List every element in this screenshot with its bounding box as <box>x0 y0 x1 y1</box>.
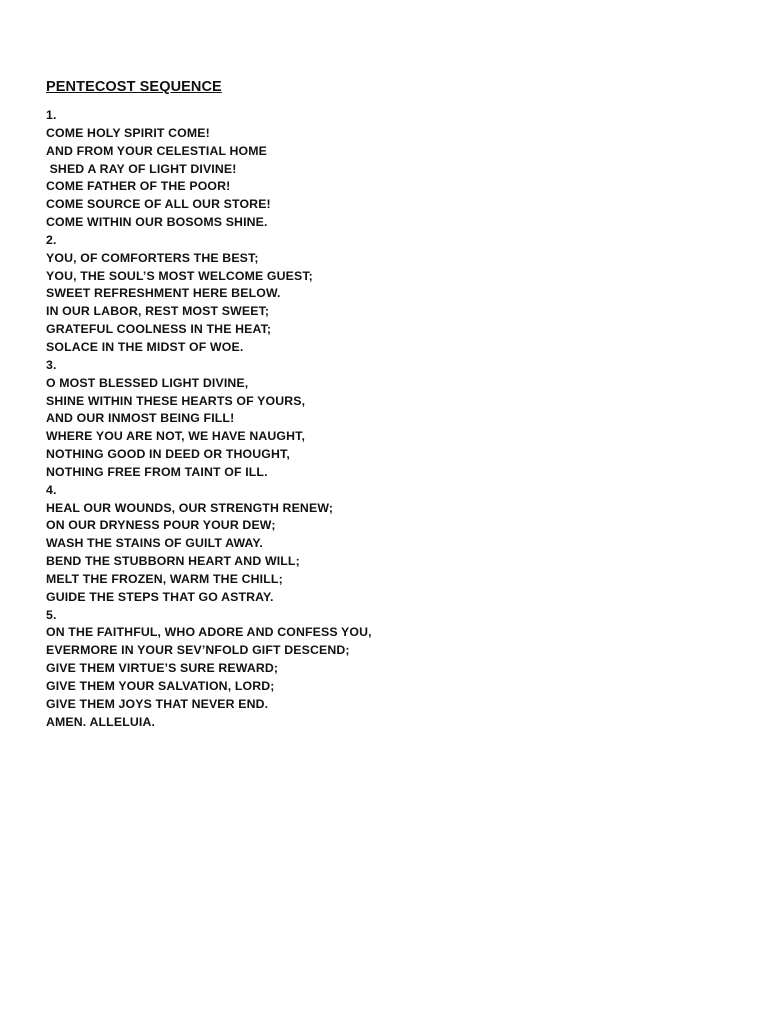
verse-line: COME FATHER OF THE POOR! <box>46 179 231 194</box>
verse-number: 3. <box>46 357 57 372</box>
verse-line: SHINE WITHIN THESE HEARTS OF YOURS, <box>46 393 306 408</box>
verse-line: COME SOURCE OF ALL OUR STORE! <box>46 197 271 212</box>
verse-line: GIVE THEM YOUR SALVATION, LORD; <box>46 679 275 693</box>
verse-line: SHED A RAY OF LIGHT DIVINE! <box>46 161 237 176</box>
verse-2 <box>46 232 726 357</box>
verse-line: YOU, THE SOUL’S MOST WELCOME GUEST; <box>46 268 313 283</box>
verse-line: IN OUR LABOR, REST MOST SWEET; <box>46 304 270 319</box>
verse-5 <box>46 607 726 732</box>
document-title: PENTECOST SEQUENCE <box>46 79 222 95</box>
verse-line: GIVE THEM VIRTUE’S SURE REWARD; <box>46 661 279 676</box>
verse-1 <box>46 107 726 232</box>
verse-line: GRATEFUL COOLNESS IN THE HEAT; <box>46 322 272 337</box>
verse-line: ON THE FAITHFUL, WHO ADORE AND CONFESS YOU, <box>46 625 372 640</box>
verse-line: COME WITHIN OUR BOSOMS SHINE. <box>46 215 268 230</box>
verse-line: SOLACE IN THE MIDST OF WOE. <box>46 339 244 354</box>
verse-number: 1. <box>46 108 57 122</box>
verse-number: 2. <box>46 232 57 247</box>
verse-line: MELT THE FROZEN, WARM THE CHILL; <box>46 571 283 586</box>
verse-line: HEAL OUR WOUNDS, OUR STRENGTH RENEW; <box>46 500 334 515</box>
verse-line: ON OUR DRYNESS POUR YOUR DEW; <box>46 518 276 533</box>
verse-line: EVERMORE IN YOUR SEV’NFOLD GIFT DESCEND; <box>46 643 350 658</box>
verse-line: NOTHING FREE FROM TAINT OF ILL. <box>46 464 268 479</box>
verse-line: GIVE THEM JOYS THAT NEVER END. <box>46 696 269 711</box>
verse-number: 4. <box>46 482 57 497</box>
verse-line: AND OUR INMOST BEING FILL! <box>46 411 235 426</box>
verse-4 <box>46 482 726 607</box>
verse-line: YOU, OF COMFORTERS THE BEST; <box>46 250 259 265</box>
verse-line: COME HOLY SPIRIT COME! <box>46 125 210 140</box>
verse-line: AND FROM YOUR CELESTIAL HOME <box>46 143 267 158</box>
verse-line: BEND THE STUBBORN HEART AND WILL; <box>46 554 300 569</box>
verse-number: 5. <box>46 607 57 622</box>
verse-3 <box>46 357 726 482</box>
verse-line: O MOST BLESSED LIGHT DIVINE, <box>46 375 249 390</box>
verse-line: WASH THE STAINS OF GUILT AWAY. <box>46 536 263 551</box>
document-body <box>46 77 726 732</box>
verse-line: SWEET REFRESHMENT HERE BELOW. <box>46 286 281 301</box>
verse-line: GUIDE THE STEPS THAT GO ASTRAY. <box>46 589 274 604</box>
verse-line: NOTHING GOOD IN DEED OR THOUGHT, <box>46 447 290 462</box>
verse-line: WHERE YOU ARE NOT, WE HAVE NAUGHT, <box>46 429 306 444</box>
verse-line: AMEN. ALLELUIA. <box>46 714 156 729</box>
